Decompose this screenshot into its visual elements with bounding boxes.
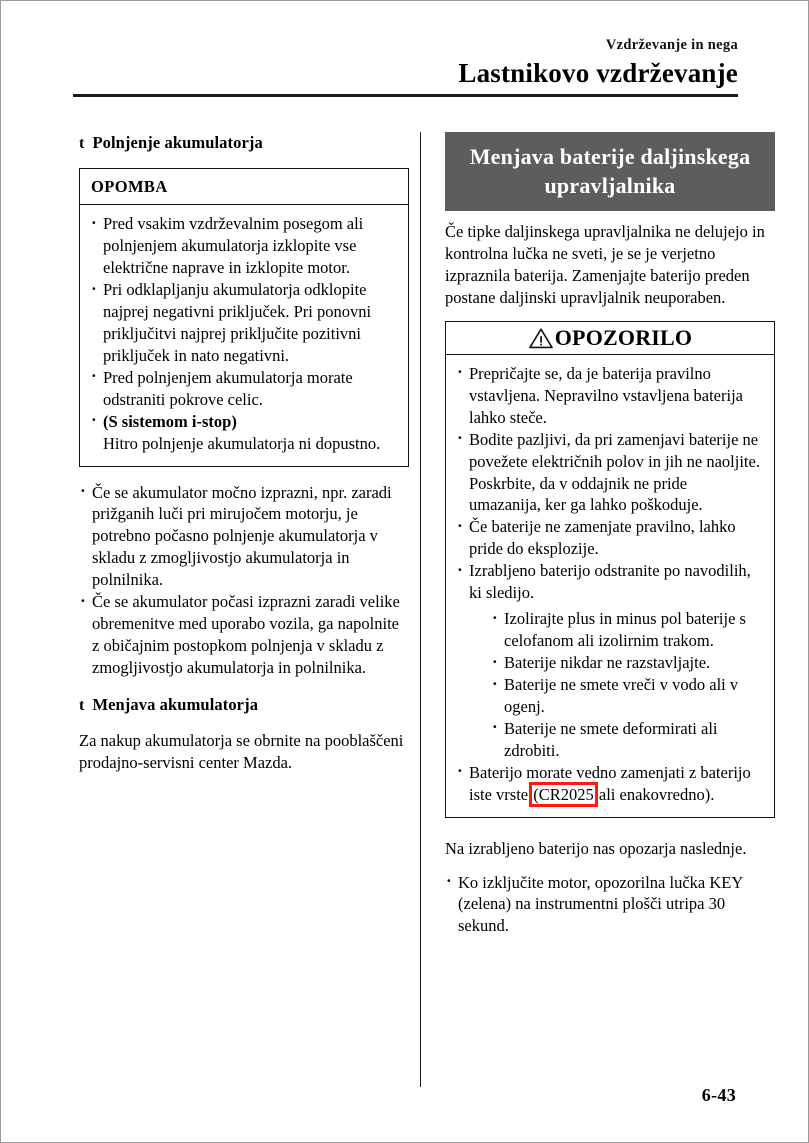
outro-paragraph: Na izrabljeno baterijo nas opozarja naslednje.	[445, 838, 747, 858]
bullet-text: Bodite pazljivi, da pri zamenjavi baterije ne povežete električnih polov in jih ne naoljite. Poskrbite, da v oddajnik ne pride umazanija, ker ga lahko poškoduje.	[469, 429, 760, 515]
bullet-text: Ko izključite motor, opozorilna lučka KEY (zelena) na instrumentni plošči utripa 30 sekund.	[458, 872, 743, 936]
list-item	[90, 367, 396, 411]
section-marker-icon: t	[79, 135, 85, 152]
bullet-text: Pri odklapljanju akumulatorja odklopite najprej negativni priključek. Pri ponovni priključitvi najprej priključite pozitivni priključek in nato negativni.	[103, 280, 372, 365]
warning-box-title	[446, 322, 774, 355]
list-item	[90, 213, 396, 279]
bullet-text: Če baterije ne zamenjate pravilno, lahko pride do eksplozije.	[469, 517, 736, 559]
section-banner-remote-battery: Menjava baterije daljinskega upravljalnika	[445, 132, 775, 211]
list-item	[456, 516, 762, 560]
bullet-text: Če se akumulator močno izprazni, npr. zaradi prižganih luči pri mirujočem motorju, je potrebno počasno polnjenje akumulatorja v skladu z zmogljivostjo akumulatorja in polnilnika.	[92, 482, 392, 590]
spacer	[79, 467, 409, 482]
list-item	[491, 718, 762, 762]
spacer	[79, 679, 409, 694]
intro-paragraph: Če tipke daljinskega upravljalnika ne delujejo in kontrolna lučka ne sveti, je se je verjetno izpraznila baterija. Zamenjajte baterijo preden postane daljinski upravljalnik neuporaben.	[445, 222, 765, 307]
heading-charging-battery-label: Polnjenje akumulatorja	[92, 133, 263, 152]
list-item	[445, 872, 775, 938]
sub-bullet-text: Izolirajte plus in minus pol baterije s celofanom ali izolirnim trakom.	[504, 609, 746, 651]
list-item	[456, 429, 762, 517]
sub-bullet-text: Baterije ne smete vreči v vodo ali v ogenj.	[504, 674, 739, 716]
list-item-battery-type	[456, 762, 762, 806]
warning-box-opozorilo	[445, 321, 775, 818]
charging-notes-list	[79, 482, 409, 679]
header-rule	[73, 94, 738, 97]
list-item	[491, 674, 762, 718]
spacer	[445, 818, 775, 838]
page-title: Lastnikovo vzdrževanje	[458, 58, 738, 89]
bullet-text: Izrabljeno baterijo odstranite po navodilih, ki sledijo.	[469, 561, 751, 603]
warning-box-title-label: OPOZORILO	[554, 325, 693, 351]
list-item	[90, 279, 396, 367]
list-item	[79, 591, 409, 679]
list-item	[491, 652, 762, 674]
bullet-text-before: Baterijo morate vedno zamenjati z baterijo iste vrste	[469, 762, 751, 804]
list-item	[456, 560, 762, 761]
column-divider	[420, 132, 421, 1087]
warning-bullet-list	[456, 363, 762, 806]
sub-bullet-text: Baterije ne smete deformirati ali zdrobiti.	[504, 718, 718, 760]
bullet-text: Pred polnjenjem akumulatorja morate odstraniti pokrove celic.	[103, 367, 353, 409]
warning-triangle-icon	[528, 327, 554, 350]
warning-sub-bullet-list	[491, 608, 762, 762]
sub-bullet-text: Baterije nikdar ne razstavljajte.	[504, 653, 711, 672]
right-column	[445, 132, 775, 937]
note-box-body	[80, 205, 408, 465]
left-column	[79, 132, 409, 774]
list-item	[456, 363, 762, 429]
section-marker-icon: t	[79, 696, 85, 714]
bullet-bold-lead: · (S sistemom i-stop)	[103, 411, 237, 431]
outro-bullet-list	[445, 872, 775, 938]
page-header	[73, 37, 738, 91]
list-item	[491, 608, 762, 652]
header-kicker: Vzdrževanje in nega	[605, 37, 738, 53]
bullet-text: Če se akumulator počasi izprazni zaradi velike obremenitve med uporabo vozila, ga napolnite z običajnim postopkom polnjenja v skladu z zmogljivostjo akumulatorja in polnilnika.	[92, 592, 400, 678]
heading-battery-replacement-label: Menjava akumulatorja	[92, 694, 259, 714]
bullet-text: Prepričajte se, da je baterija pravilno vstavljena. Nepravilno vstavljena baterija lahko steče.	[469, 363, 743, 427]
replacement-paragraph: Za nakup akumulatorja se obrnite na pooblaščeni prodajno-servisni center Mazda.	[79, 731, 404, 773]
bullet-text-after: ali enakovredno).	[594, 784, 715, 804]
note-bullet-list	[90, 213, 396, 454]
note-box-opomba	[79, 168, 409, 466]
list-item	[90, 411, 396, 455]
warning-box-body	[446, 355, 774, 817]
heading-charging-battery	[79, 132, 409, 154]
page-number: 6-43	[701, 1085, 736, 1105]
bullet-text: Hitro polnjenje akumulatorja ni dopustno.	[103, 433, 381, 453]
battery-type-highlight: (CR2025	[533, 784, 594, 804]
spacer	[445, 211, 775, 221]
heading-battery-replacement	[79, 694, 409, 716]
list-item	[79, 482, 409, 592]
bullet-text: Pred vsakim vzdrževalnim posegom ali polnjenjem akumulatorja izklopite vse električne naprave in izklopite motor.	[103, 214, 364, 278]
note-box-title: OPOMBA	[80, 169, 408, 205]
